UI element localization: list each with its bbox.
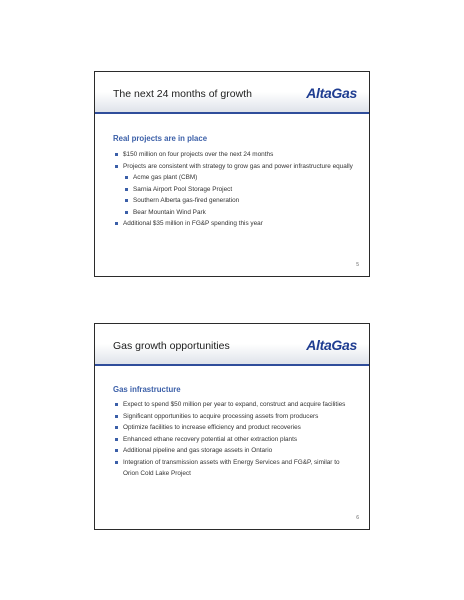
bullet-list [115,399,353,480]
page-number: 6 [356,515,359,521]
slide-title: The next 24 months of growth [113,88,252,100]
sub-bullet-item: Bear Mountain Wind Park [125,207,353,219]
slide-header [95,324,369,364]
section-heading: Gas infrastructure [113,385,181,394]
bullet-item: Enhanced ethane recovery potential at other extraction plants [115,434,353,446]
bullet-item: Additional $35 million in FG&P spending this year [115,218,353,230]
sub-bullet-item: Sarnia Airport Pool Storage Project [125,184,353,196]
sub-bullet-item: Acme gas plant (CBM) [125,172,353,184]
slide-title: Gas growth opportunities [113,340,230,352]
section-heading: Real projects are in place [113,134,208,143]
bullet-list [115,149,353,230]
page-number: 5 [356,262,359,268]
slide-5 [94,71,370,277]
header-rule [95,364,369,366]
header-rule [95,112,369,114]
bullet-item: Significant opportunities to acquire processing assets from producers [115,411,353,423]
bullet-item: $150 million on four projects over the next 24 months [115,149,353,161]
bullet-item: Optimize facilities to increase efficiency and product recoveries [115,422,353,434]
bullet-item: Additional pipeline and gas storage assets in Ontario [115,445,353,457]
altagas-logo: AltaGas [306,85,357,101]
bullet-item: Expect to spend $50 million per year to expand, construct and acquire facilities [115,399,353,411]
bullet-item: Integration of transmission assets with Energy Services and FG&P, similar to Orion Cold Lake Project [115,457,353,480]
bullet-item: Projects are consistent with strategy to grow gas and power infrastructure equally [115,161,353,173]
slide-header [95,72,369,112]
slide-6 [94,323,370,530]
sub-bullet-item: Southern Alberta gas-fired generation [125,195,353,207]
altagas-logo: AltaGas [306,337,357,353]
